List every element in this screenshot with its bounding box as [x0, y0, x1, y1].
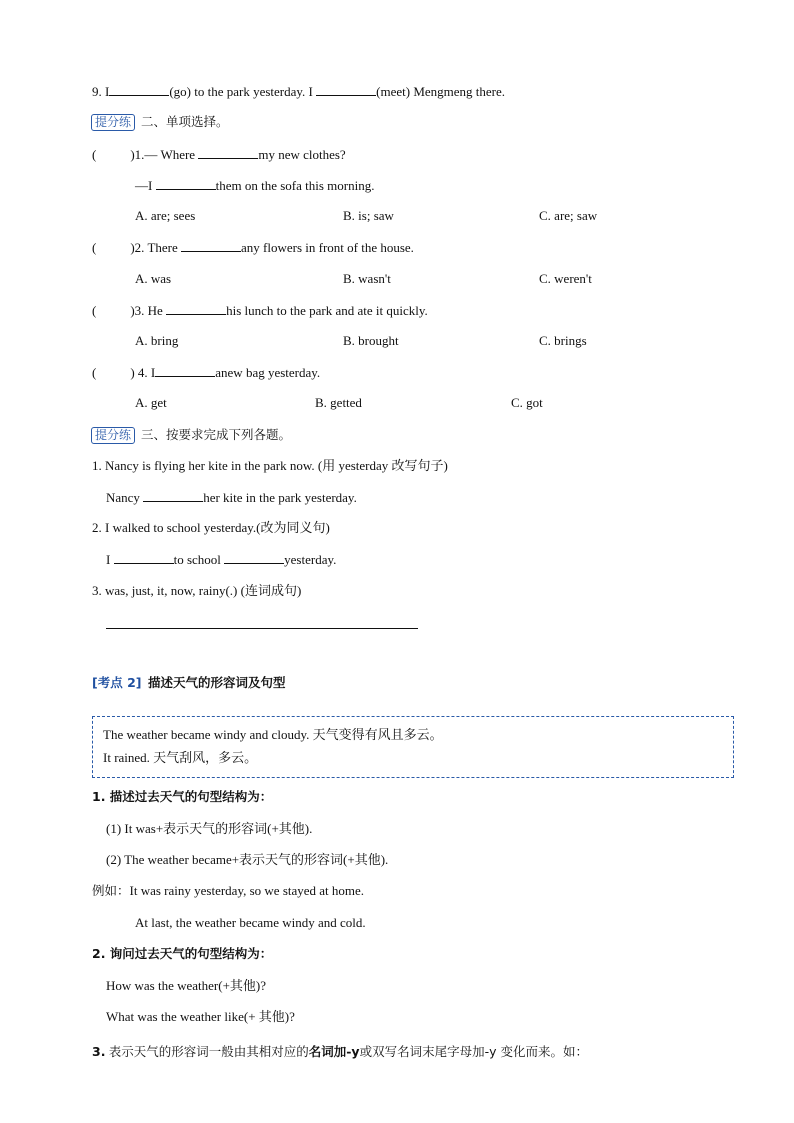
blank[interactable] [109, 83, 169, 96]
task-2: 2. I walked to school yesterday.(改为同义句) [92, 520, 330, 535]
mc-question-1: ( )1.— Where my new clothes? [92, 147, 346, 162]
question-pattern-2: What was the weather like(+ 其他)? [106, 1009, 295, 1024]
option-c[interactable]: C. brings [539, 333, 587, 348]
blank[interactable] [198, 146, 258, 159]
blank[interactable] [156, 177, 216, 190]
option-a[interactable]: A. was [135, 271, 172, 286]
blank[interactable] [114, 551, 174, 564]
pattern-2: (2) The weather became+表示天气的形容词(+其他). [106, 852, 389, 867]
kaodian-tag: [考点 2] [92, 675, 142, 690]
section-2-header [91, 114, 229, 131]
task-3: 3. was, just, it, now, rainy(.) (连词成句) [92, 583, 302, 598]
practice-badge: 提分练 [91, 114, 135, 131]
mc-question-3: ( )3. He his lunch to the park and ate it quickly. [92, 303, 428, 318]
option-b[interactable]: B. getted [315, 395, 362, 410]
section-title: 二、单项选择。 [141, 114, 229, 129]
task-1: 1. Nancy is flying her kite in the park now. (用 yesterday 改写句子) [92, 458, 448, 473]
option-a[interactable]: A. get [135, 395, 167, 410]
mc-question-4: ( ) 4. I anew bag yesterday. [92, 365, 321, 380]
kaodian-heading [92, 675, 286, 691]
question-pattern-1: How was the weather(+其他)? [106, 978, 267, 993]
point-1-heading: 1. 描述过去天气的句型结构为： [92, 789, 273, 804]
example-2: At last, the weather became windy and cold. [135, 915, 366, 930]
option-c[interactable]: C. are; saw [539, 208, 598, 223]
point-2-heading: 2. 询问过去天气的句型结构为： [92, 946, 273, 961]
example-box [92, 716, 734, 778]
point-3: 3. 表示天气的形容词一般由其相对应的名词加-y或双写名词末尾字母加-y 变化而来。如： [92, 1044, 588, 1059]
example-line-2: It rained. 天气刮风，多云。 [103, 750, 258, 765]
practice-badge: 提分练 [91, 427, 135, 444]
question-9: 9. I (go) to the park yesterday. I (meet) Mengmeng there. [92, 84, 506, 99]
kaodian-title: 描述天气的形容词及句型 [147, 675, 286, 690]
section-title: 三、按要求完成下列各题。 [141, 427, 292, 442]
mc-question-2: ( )2. There any flowers in front of the house. [92, 240, 414, 255]
answer-line[interactable] [106, 628, 418, 629]
mc-question-1-reply: —I them on the sofa this morning. [135, 178, 375, 193]
blank[interactable] [143, 489, 203, 502]
option-a[interactable]: A. bring [135, 333, 179, 348]
task-1-answer: Nancy her kite in the park yesterday. [106, 490, 357, 505]
option-b[interactable]: B. wasn't [343, 271, 391, 286]
blank[interactable] [224, 551, 284, 564]
example-1: 例如：It was rainy yesterday, so we stayed at home. [92, 883, 365, 898]
pattern-1: (1) It was+表示天气的形容词(+其他). [106, 821, 313, 836]
blank[interactable] [155, 364, 215, 377]
task-2-answer: I to school yesterday. [106, 552, 337, 567]
option-b[interactable]: B. is; saw [343, 208, 394, 223]
blank[interactable] [181, 239, 241, 252]
option-b[interactable]: B. brought [343, 333, 399, 348]
blank[interactable] [166, 302, 226, 315]
option-c[interactable]: C. weren't [539, 271, 592, 286]
option-c[interactable]: C. got [511, 395, 543, 410]
blank[interactable] [316, 83, 376, 96]
section-3-header [91, 427, 291, 444]
example-line-1: The weather became windy and cloudy. 天气变得有风且多云。 [103, 727, 443, 742]
option-a[interactable]: A. are; sees [135, 208, 196, 223]
